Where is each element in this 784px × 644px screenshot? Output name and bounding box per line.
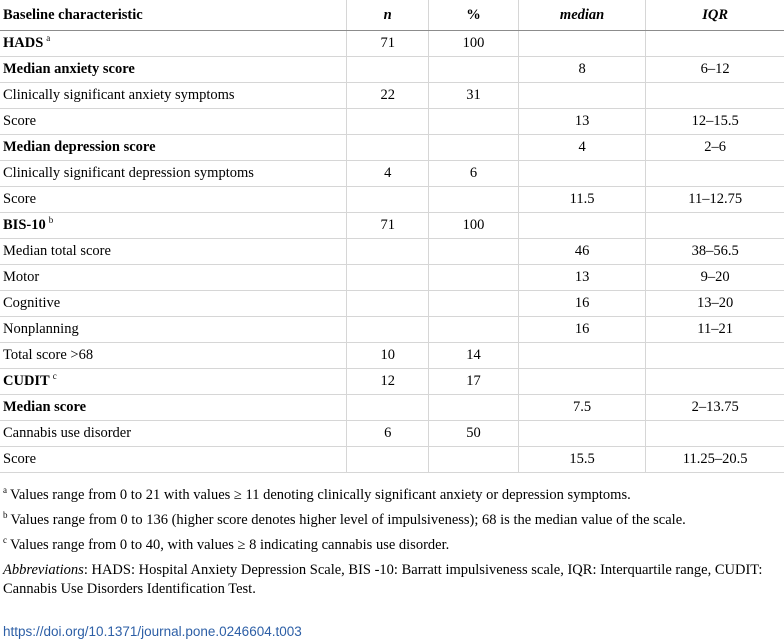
table-row bbox=[0, 395, 784, 421]
cell-median: 16 bbox=[518, 317, 645, 343]
table-row bbox=[0, 57, 784, 83]
row-label bbox=[0, 265, 347, 291]
header-median: median bbox=[518, 0, 645, 31]
cell-median: 4 bbox=[518, 135, 645, 161]
table-row bbox=[0, 239, 784, 265]
row-label bbox=[0, 135, 347, 161]
abbreviations-note bbox=[3, 561, 781, 599]
table-row bbox=[0, 447, 784, 473]
cell-iqr: 11–12.75 bbox=[646, 187, 784, 213]
cell-median bbox=[518, 161, 645, 187]
row-label-text: Score bbox=[3, 451, 37, 468]
cell-iqr bbox=[646, 343, 784, 369]
table-row bbox=[0, 291, 784, 317]
cell-percent: 14 bbox=[429, 343, 519, 369]
header-percent: % bbox=[429, 0, 519, 31]
row-label bbox=[0, 369, 347, 395]
cell-median bbox=[518, 421, 645, 447]
cell-n: 71 bbox=[347, 213, 429, 239]
header-iqr: IQR bbox=[646, 0, 784, 31]
cell-iqr: 13–20 bbox=[646, 291, 784, 317]
cell-n: 71 bbox=[347, 31, 429, 57]
cell-n bbox=[347, 447, 429, 473]
cell-median bbox=[518, 213, 645, 239]
cell-n: 6 bbox=[347, 421, 429, 447]
cell-iqr bbox=[646, 369, 784, 395]
footnote-a-mark: a bbox=[3, 485, 7, 496]
cell-percent bbox=[429, 109, 519, 135]
cell-n bbox=[347, 395, 429, 421]
table-body bbox=[0, 31, 784, 473]
cell-iqr bbox=[646, 213, 784, 239]
cell-percent: 100 bbox=[429, 31, 519, 57]
row-label-text: Median anxiety score bbox=[3, 61, 135, 78]
cell-percent bbox=[429, 187, 519, 213]
footnote-marker: a bbox=[46, 33, 51, 44]
cell-n: 4 bbox=[347, 161, 429, 187]
row-label-text: CUDIT bbox=[3, 373, 50, 390]
table-row bbox=[0, 317, 784, 343]
row-label bbox=[0, 187, 347, 213]
footnote-c-text: Values range from 0 to 40, with values ≥ 8 indicating cannabis use disorder. bbox=[10, 537, 450, 553]
cell-percent bbox=[429, 239, 519, 265]
cell-n bbox=[347, 317, 429, 343]
row-label-text: HADS bbox=[3, 35, 44, 52]
cell-n: 10 bbox=[347, 343, 429, 369]
cell-iqr bbox=[646, 31, 784, 57]
table-row bbox=[0, 135, 784, 161]
row-label bbox=[0, 239, 347, 265]
row-label bbox=[0, 161, 347, 187]
cell-percent bbox=[429, 395, 519, 421]
header-n: n bbox=[347, 0, 429, 31]
cell-median: 16 bbox=[518, 291, 645, 317]
row-label bbox=[0, 83, 347, 109]
row-label bbox=[0, 395, 347, 421]
row-label bbox=[0, 109, 347, 135]
table-row bbox=[0, 421, 784, 447]
row-label-text: Cognitive bbox=[3, 295, 61, 312]
row-label bbox=[0, 421, 347, 447]
cell-median bbox=[518, 83, 645, 109]
footnote-b-mark: b bbox=[3, 510, 8, 521]
cell-iqr bbox=[646, 83, 784, 109]
row-label bbox=[0, 317, 347, 343]
cell-median: 15.5 bbox=[518, 447, 645, 473]
footnote-a-text: Values range from 0 to 21 with values ≥ 11 denoting clinically significant anxiety or depression symptoms. bbox=[10, 487, 631, 503]
cell-n: 22 bbox=[347, 83, 429, 109]
cell-median bbox=[518, 369, 645, 395]
row-label-text: Score bbox=[3, 113, 37, 130]
row-label-text: Clinically significant depression symptoms bbox=[3, 165, 254, 182]
cell-median bbox=[518, 31, 645, 57]
cell-iqr: 12–15.5 bbox=[646, 109, 784, 135]
cell-n bbox=[347, 135, 429, 161]
cell-iqr: 2–6 bbox=[646, 135, 784, 161]
cell-median: 46 bbox=[518, 239, 645, 265]
row-label-text: Median score bbox=[3, 399, 87, 416]
row-label-text: Score bbox=[3, 191, 37, 208]
header-baseline-characteristic: Baseline characteristic bbox=[0, 0, 347, 31]
footnote-c bbox=[3, 536, 781, 555]
table-header-row bbox=[0, 0, 784, 31]
footnote-c-mark: c bbox=[3, 535, 7, 546]
table-row bbox=[0, 31, 784, 57]
cell-n bbox=[347, 187, 429, 213]
cell-iqr: 11–21 bbox=[646, 317, 784, 343]
cell-median bbox=[518, 343, 645, 369]
table-row bbox=[0, 213, 784, 239]
cell-iqr: 2–13.75 bbox=[646, 395, 784, 421]
cell-percent bbox=[429, 317, 519, 343]
cell-n bbox=[347, 109, 429, 135]
cell-iqr bbox=[646, 421, 784, 447]
row-label-text: Motor bbox=[3, 269, 40, 286]
cell-median: 7.5 bbox=[518, 395, 645, 421]
cell-percent: 6 bbox=[429, 161, 519, 187]
row-label-text: Median depression score bbox=[3, 139, 156, 156]
cell-iqr: 11.25–20.5 bbox=[646, 447, 784, 473]
cell-iqr: 9–20 bbox=[646, 265, 784, 291]
cell-percent bbox=[429, 57, 519, 83]
row-label bbox=[0, 343, 347, 369]
row-label bbox=[0, 57, 347, 83]
cell-percent: 17 bbox=[429, 369, 519, 395]
row-label bbox=[0, 31, 347, 57]
table-row bbox=[0, 369, 784, 395]
table-row bbox=[0, 83, 784, 109]
footnote-a bbox=[3, 486, 781, 505]
cell-n bbox=[347, 57, 429, 83]
cell-n bbox=[347, 265, 429, 291]
abbreviations-text: : HADS: Hospital Anxiety Depression Scale, BIS -10: Barratt impulsiveness scale, IQR: Interquartile range, CUDIT: Cannabis Use Disorders Identification Test. bbox=[3, 562, 763, 597]
table-row bbox=[0, 343, 784, 369]
cell-median: 8 bbox=[518, 57, 645, 83]
cell-percent bbox=[429, 291, 519, 317]
cell-n: 12 bbox=[347, 369, 429, 395]
cell-percent bbox=[429, 265, 519, 291]
row-label-text: Clinically significant anxiety symptoms bbox=[3, 87, 235, 104]
row-label bbox=[0, 213, 347, 239]
footnote-marker: b bbox=[48, 215, 54, 226]
cell-percent bbox=[429, 135, 519, 161]
abbreviations-label: Abbreviations bbox=[3, 562, 84, 578]
table-footnotes bbox=[3, 486, 781, 605]
cell-percent: 31 bbox=[429, 83, 519, 109]
row-label-text: BIS-10 bbox=[3, 217, 46, 234]
cell-median: 13 bbox=[518, 265, 645, 291]
row-label-text: Nonplanning bbox=[3, 321, 79, 338]
table-row bbox=[0, 265, 784, 291]
cell-iqr: 38–56.5 bbox=[646, 239, 784, 265]
cell-percent: 100 bbox=[429, 213, 519, 239]
table-row bbox=[0, 109, 784, 135]
row-label-text: Total score >68 bbox=[3, 347, 94, 364]
cell-percent: 50 bbox=[429, 421, 519, 447]
table-row bbox=[0, 161, 784, 187]
cell-iqr bbox=[646, 161, 784, 187]
row-label bbox=[0, 291, 347, 317]
row-label-text: Median total score bbox=[3, 243, 111, 260]
footnote-b-text: Values range from 0 to 136 (higher score denotes higher level of impulsiveness); 68 is the median value of the scale. bbox=[10, 512, 686, 528]
cell-median: 11.5 bbox=[518, 187, 645, 213]
cell-n bbox=[347, 291, 429, 317]
cell-n bbox=[347, 239, 429, 265]
row-label bbox=[0, 447, 347, 473]
cell-median: 13 bbox=[518, 109, 645, 135]
row-label-text: Cannabis use disorder bbox=[3, 425, 132, 442]
cell-percent bbox=[429, 447, 519, 473]
footnote-b bbox=[3, 511, 781, 530]
footnote-marker: c bbox=[52, 371, 57, 382]
table-row bbox=[0, 187, 784, 213]
cell-iqr: 6–12 bbox=[646, 57, 784, 83]
doi-link[interactable]: https://doi.org/10.1371/journal.pone.0246604.t003 bbox=[3, 624, 302, 639]
